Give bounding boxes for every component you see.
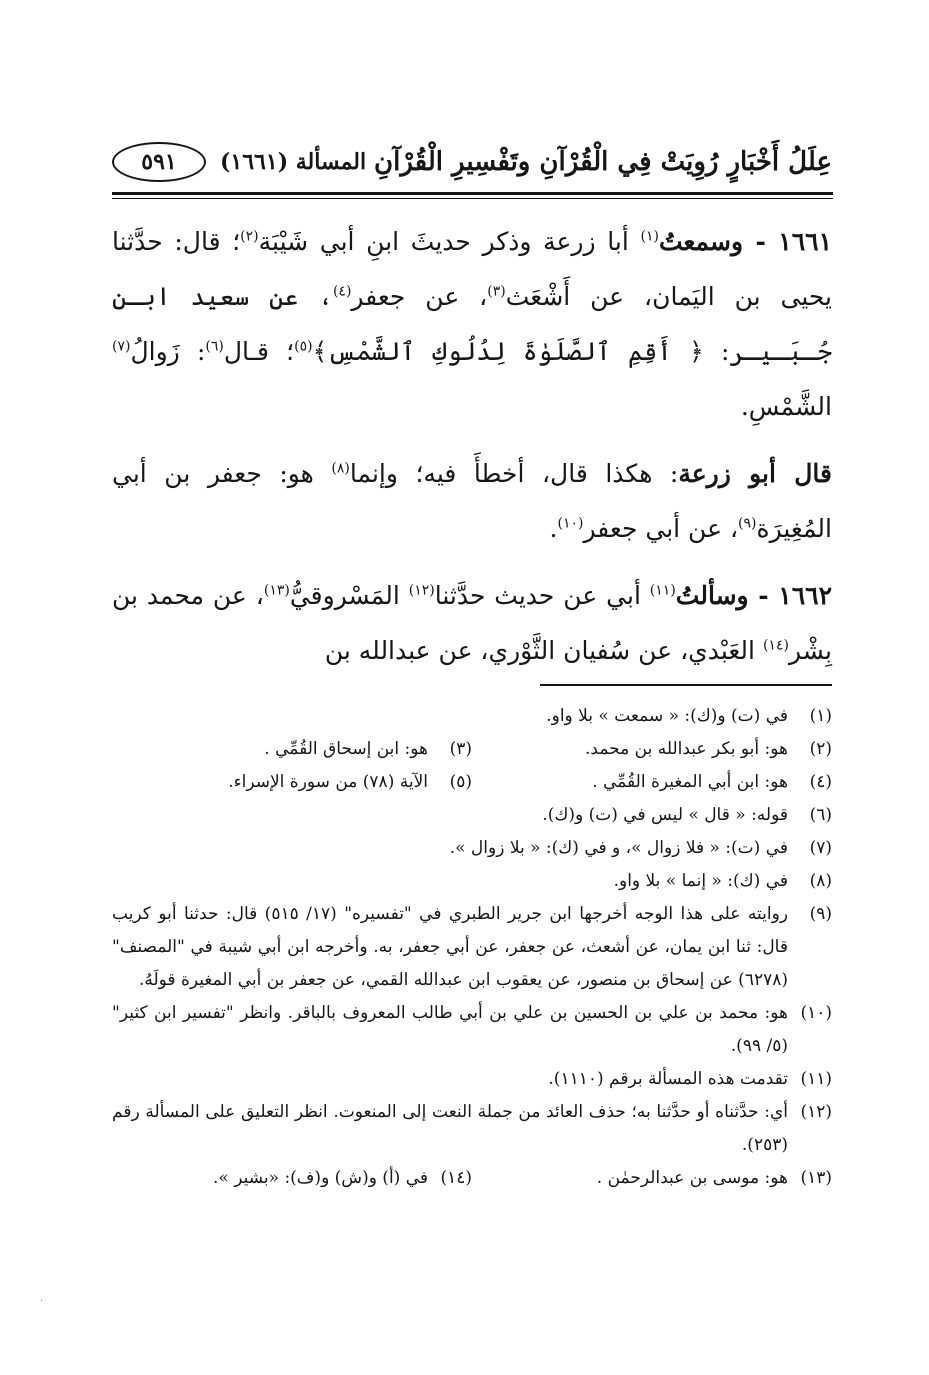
main-text <box>112 214 832 678</box>
footnote-number: (١) <box>809 706 832 726</box>
text-span: العَبْدي، عن سُفيان الثَّوْري، عن عبدالله بن <box>324 636 763 665</box>
text-span: ، عن جعفر <box>351 282 488 311</box>
footnote-13 <box>472 1162 832 1195</box>
footnote-number: (٩) <box>809 904 832 924</box>
footnote-6 <box>112 799 832 832</box>
footnote-text: في (ك): « إنما » بلا واو. <box>613 871 788 891</box>
footnote-pair-13-14 <box>112 1162 832 1195</box>
text-span: : زَوالُ <box>130 337 206 366</box>
footnote-12 <box>112 1096 832 1162</box>
text-span: ؛ قـال <box>223 337 295 366</box>
text-span: أبا زرعة وذكر حديثَ ابنِ أبي شَيْبَة <box>258 227 641 256</box>
footnote-10 <box>112 997 832 1063</box>
paragraph-abu-zura <box>112 446 832 556</box>
footnote-ref: (٤) <box>332 283 352 300</box>
footnote-text: أي: حدَّثناه أو حدَّثنا به؛ حذف العائد من جملة النعت إلى المنعوت. انظر التعليق على المسألة رقم (٢٥٣). <box>112 1102 788 1155</box>
footnote-pair-2-3 <box>112 733 832 766</box>
footnote-number: (١٠) <box>800 1003 832 1023</box>
footnote-text: في (أ) و(ش) و(ف): «بشير ». <box>213 1168 428 1188</box>
speaker-label: قال أبو زرعة <box>678 459 832 488</box>
issue-number-1662: ١٦٦٢ - وسألتُ <box>675 581 833 610</box>
footnote-text: قوله: « قال » ليس في (ت) و(ك). <box>542 805 788 825</box>
running-header <box>112 140 832 184</box>
text-span: ؛ قال: حدَّثنا يحيى بن اليَمان، عن أَشْعَث <box>112 227 832 311</box>
text-span: : هكذا قال، أخطأَ فيه؛ وإنما <box>349 459 679 488</box>
footnote-ref: (٣) <box>487 283 506 300</box>
footnote-number: (١١) <box>800 1069 832 1089</box>
footnote-text: هو: أبو بكر عبدالله بن محمد. <box>585 739 788 759</box>
text-span: ، عن أبي جعفر <box>583 514 739 543</box>
footnote-ref: (١٠) <box>557 515 584 532</box>
text-span: أبي عن حديث حدَّثنا <box>434 581 650 610</box>
footnote-text: في (ت) و(ك): « سمعت » بلا واو. <box>546 706 788 726</box>
footnote-ref: (٩) <box>738 515 757 532</box>
footnote-text: تقدمت هذه المسألة برقم (١١١٠). <box>548 1069 788 1089</box>
issue-label: المسألة (١٦٦١) <box>220 149 367 175</box>
footnote-separator <box>540 684 832 686</box>
footnote-text: هو: ابن إسحاق القُمِّي . <box>264 739 428 759</box>
footnote-number: (١٣) <box>800 1168 832 1188</box>
footnote-9 <box>112 898 832 997</box>
text-span: . <box>549 514 558 543</box>
footnote-pair-4-5 <box>112 766 832 799</box>
footnote-ref: (٧) <box>112 338 131 355</box>
footnote-ref: (٢) <box>240 228 259 245</box>
header-rule-thin <box>112 198 833 199</box>
footnote-ref: (١٢) <box>408 582 435 599</box>
footnote-number: (١٤) <box>440 1168 472 1188</box>
header-issue-group <box>112 142 366 182</box>
paragraph-issue-1662 <box>112 568 832 678</box>
footnote-3 <box>112 733 472 766</box>
text-span: ، عن سعيد ابـن جُـبَـيـر: ﴿ أَقِمِ ٱلصَّلَوٰةَ لِدُلُوكِ ٱلشَّمْسِ﴾ <box>112 282 833 366</box>
footnote-text: في (ت): « فلا زوال »، و في (ك): « بلا زوال ». <box>449 838 788 858</box>
footnote-number: (١٢) <box>800 1102 832 1122</box>
footnote-5 <box>112 766 472 799</box>
footnote-7 <box>112 832 832 865</box>
footnote-11 <box>112 1063 832 1096</box>
footnote-2 <box>472 733 832 766</box>
footnote-number: (٨) <box>809 871 832 891</box>
paragraph-issue-1661 <box>112 214 832 434</box>
book-title: عِلَلُ أَخْبَارٍ رُوِيَتْ فِي الْقُرْآنِ وتَفْسِيرِ الْقُرْآنِ <box>374 147 832 177</box>
scan-mark: · <box>40 1296 44 1307</box>
issue-number-1661: ١٦٦١ - وسمعتُ <box>658 227 832 256</box>
footnote-8 <box>112 865 832 898</box>
footnote-ref: (١٤) <box>762 637 789 654</box>
page-number: ٥٩١ <box>112 142 206 182</box>
text-span: الشَّمْسِ. <box>740 392 832 421</box>
footnote-number: (٢) <box>809 739 832 759</box>
footnote-text: هو: ابن أبي المغيرة القُمِّي . <box>592 772 788 792</box>
footnote-1 <box>112 700 832 733</box>
footnote-ref: (٨) <box>331 460 350 477</box>
footnote-ref: (٥) <box>294 338 313 355</box>
footnote-4 <box>472 766 832 799</box>
footnote-text: هو: موسى بن عبدالرحمٰن . <box>596 1168 788 1188</box>
text-span: المَسْروقيُّ <box>289 581 409 610</box>
text-span: هو: جعفر بن أبي المُغِيرَة <box>112 459 832 543</box>
footnote-14 <box>112 1162 472 1195</box>
footnote-ref: (١) <box>640 228 659 245</box>
footnote-ref: (١١) <box>649 582 676 599</box>
footnote-number: (٥) <box>449 772 472 792</box>
footnote-number: (٤) <box>809 772 832 792</box>
footnote-ref: (٦) <box>205 338 224 355</box>
header-rule-thick <box>112 192 833 195</box>
footnotes <box>112 700 832 1195</box>
text-span: ، عن محمد بن بِشْر <box>112 581 832 665</box>
footnote-ref: (١٣) <box>263 582 290 599</box>
footnote-number: (٣) <box>449 739 472 759</box>
footnote-text: روايته على هذا الوجه أخرجها ابن جرير الطبري في "تفسيره" (١٧/ ٥١٥) قال: حدثنا أبو كريب قال: ثنا ابن يمان، عن أشعث، عن جعفر، عن أبي جعفر، به. وأخرجه ابن أبي شيبة في "المصنف" (٦٢٧٨) عن إسحاق بن منصور، عن يعقوب ابن عبدالله القمي، عن جعفر بن أبي المغيرة قولَهُ. <box>112 904 788 990</box>
footnote-text: هو: محمد بن علي بن الحسين بن علي بن أبي طالب المعروف بالباقر. وانظر "تفسير ابن كثير" (٥/ ٩٩). <box>112 1003 788 1056</box>
footnote-text: الآية (٧٨) من سورة الإسراء. <box>228 772 428 792</box>
footnote-number: (٧) <box>809 838 832 858</box>
footnote-number: (٦) <box>809 805 832 825</box>
